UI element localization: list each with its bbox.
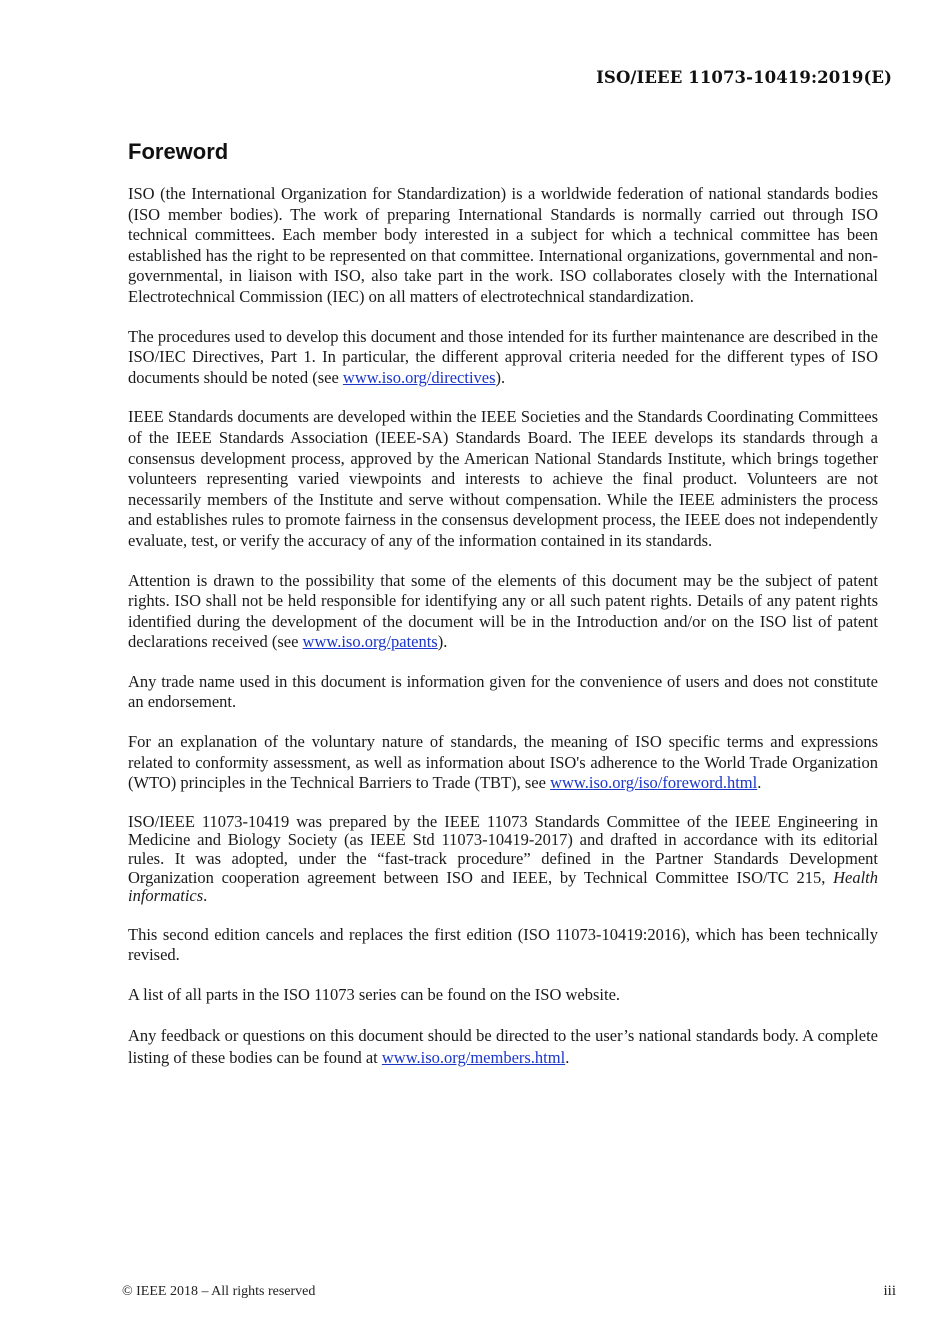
foreword-link[interactable]: www.iso.org/iso/foreword.html — [550, 773, 758, 793]
page-title: Foreword — [128, 139, 229, 164]
paragraph-patents: Attention is drawn to the possibility that some of the elements of this document may be the subject of patent rights. ISO shall not be held responsible for identifying any or all such patent rights. Details of any patent rights identified during the development of the document will be in the Introduction and/or on the ISO list of patent declarations received (see www.iso.org/patents). — [128, 570, 878, 652]
paragraph-iso-intro: ISO (the International Organization for Standardization) is a worldwide federation of national standards bodies (ISO member bodies). The work of preparing International Standards is normally carried out through ISO technical committees. Each member body interested in a subject for which a technical committee has been established has the right to be represented on that committee. International organizations, governmental and non-governmental, in liaison with ISO, also take part in the work. ISO collaborates closely with the International Electrotechnical Commission (IEC) on all matters of electrotechnical standardization. — [128, 184, 878, 306]
paragraph-voluntary-nature: For an explanation of the voluntary nature of standards, the meaning of ISO specific terms and expressions related to conformity assessment, as well as information about ISO's adherence to the World Trade Organization (WTO) principles in the Technical Barriers to Trade (TBT), see www.iso.org/iso/foreword.html. — [128, 732, 878, 793]
paragraph-feedback: Any feedback or questions on this document should be directed to the user’s national standards body. A complete listing of these bodies can be found at www.iso.org/members.html. — [128, 1025, 878, 1067]
standard-id-header: ISO/IEEE 11073-10419:2019(E) — [596, 68, 892, 87]
paragraph-second-edition: This second edition cancels and replaces the first edition (ISO 11073-10419:2016), which has been technically revised. — [128, 924, 878, 965]
paragraph-trade-name: Any trade name used in this document is information given for the convenience of users and does not constitute an endorsement. — [128, 671, 878, 712]
patents-link[interactable]: www.iso.org/patents — [302, 632, 438, 652]
members-link[interactable]: www.iso.org/members.html — [381, 1047, 566, 1067]
paragraph-prepared-by: ISO/IEEE 11073-10419 was prepared by the IEEE 11073 Standards Committee of the IEEE Engineering in Medicine and Biology Society (as IEEE Std 11073-10419-2017) and drafted in accordance with its editorial rules. It was adopted, under the “fast-track procedure” defined in the Partner Standards Development Organization cooperation agreement between ISO and IEEE, by Technical Committee ISO/TC 215, Health informatics. — [128, 811, 878, 906]
paragraph-procedures: The procedures used to develop this document and those intended for its further maintenance are described in the ISO/IEC Directives, Part 1. In particular, the different approval criteria needed for the different types of ISO documents should be noted (see www.iso.org/directives). — [128, 326, 878, 387]
copyright-footer: © IEEE 2018 – All rights reserved — [122, 1284, 316, 1299]
page-number: iii — [883, 1283, 896, 1299]
paragraph-series-list: A list of all parts in the ISO 11073 series can be found on the ISO website. — [128, 985, 621, 1004]
health-informatics-italic: Health informatics — [128, 867, 878, 906]
foreword-body — [128, 184, 878, 1088]
directives-link[interactable]: www.iso.org/directives — [342, 367, 496, 387]
paragraph-ieee-standards: IEEE Standards documents are developed within the IEEE Societies and the Standards Coordinating Committees of the IEEE Standards Association (IEEE-SA) Standards Board. The IEEE develops its standards through a consensus development process, approved by the American National Standards Institute, which brings together volunteers representing varied viewpoints and interests to achieve the final product. Volunteers are not necessarily members of the Institute and serve without compensation. While the IEEE administers the process and establishes rules to promote fairness in the consensus development process, the IEEE does not independently evaluate, test, or verify the accuracy of any of the information contained in its standards. — [128, 407, 878, 550]
